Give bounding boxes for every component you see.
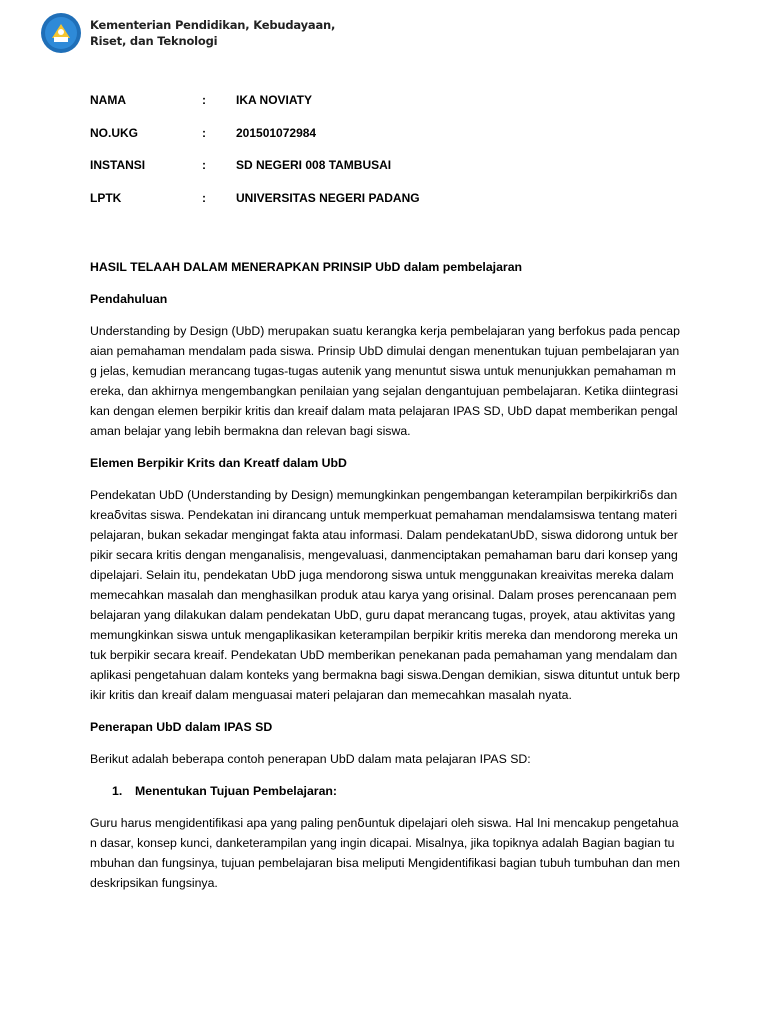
numbered-item-1 xyxy=(90,781,680,801)
document-body xyxy=(90,257,680,905)
tut-wuri-handayani-logo xyxy=(40,12,82,54)
paragraph-penerapan-intro: Berikut adalah beberapa contoh penerapan UbD dalam mata pelajaran IPAS SD: xyxy=(90,752,531,766)
identity-colon: : xyxy=(202,125,206,140)
item-number: 1. xyxy=(112,784,123,798)
identity-label: NAMA xyxy=(90,93,126,107)
identity-table xyxy=(90,93,420,224)
document-title: HASIL TELAAH DALAM MENERAPKAN PRINSIP UbD dalam pembelajaran xyxy=(90,260,523,274)
ministry-line-1: Kementerian Pendidikan, Kebudayaan, xyxy=(90,18,336,32)
identity-row-nama xyxy=(90,93,420,126)
section-heading-penerapan: Penerapan UbD dalam IPAS SD xyxy=(90,720,273,734)
identity-label: NO.UKG xyxy=(90,125,138,140)
item-heading: Menentukan Tujuan Pembelajaran: xyxy=(135,784,338,798)
identity-value: UNIVERSITAS NEGERI PADANG xyxy=(236,191,420,206)
identity-colon: : xyxy=(202,93,206,107)
identity-row-lptk xyxy=(90,191,420,224)
identity-colon: : xyxy=(202,158,206,173)
document-header xyxy=(40,12,335,54)
identity-value: 201501072984 xyxy=(236,125,317,140)
paragraph-pendahuluan: Understanding by Design (UbD) merupakan suatu kerangka kerja pembelajaran yang berfokus pada pencapaian pemahaman mendalam pada siswa. Prinsip UbD dimulai dengan menentukan tujuan pembelajaran yang jelas, kemudian merancang tugas-tugas autenik yang menuntut siswa untuk menunjukkan pemahaman mereka, dan akhirnya mengembangkan penilaian yang sejalan dengantujuan pembelajaran. Ketika diintegrasikan dengan elemen berpikir kritis dan kreaif dalam mata pelajaran IPAS SD, UbD dapat memberikan pengalaman belajar yang lebih bermakna dan relevan bagi siswa. xyxy=(90,324,680,438)
identity-value: IKA NOVIATY xyxy=(236,93,313,107)
ministry-line-2: Riset, dan Teknologi xyxy=(90,34,218,48)
paragraph-item-1: Guru harus mengidentifikasi apa yang paling penẟuntuk dipelajari oleh siswa. Hal Ini mencakup pengetahuan dasar, konsep kunci, danketerampilan yang ingin dicapai. Misalnya, jika topiknya adalah Bagian bagian tumbuhan dan fungsinya, tujuan pembelajaran bisa meliputi Mengidentifikasi bagian tubuh tumbuhan dan mendeskripsikan fungsinya. xyxy=(90,816,680,890)
paragraph-elemen: Pendekatan UbD (Understanding by Design) memungkinkan pengembangan keterampilan berpikirkriẟs dan kreaẟvitas siswa. Pendekatan ini dirancang untuk memperkuat pemahaman mendalamsiswa tentang materi pelajaran, bukan sekadar mengingat fakta atau informasi. Dalam pendekatanUbD, siswa didorong untuk berpikir secara kritis dengan menganalisis, mengevaluasi, danmenciptakan pemahaman baru dari konsep yang dipelajari. Selain itu, pendekatan UbD juga mendorong siswa untuk menggunakan kreaivitas mereka dalam memecahkan masalah dan menghasilkan produk atau karya yang orisinal. Dalam proses perencanaan pembelajaran yang dilakukan dalam pendekatan UbD, guru dapat merancang tugas, proyek, atau aktivitas yangmemungkinkan siswa untuk mengaplikasikan keterampilan berpikir kritis mereka dan mendorong mereka untuk berpikir secara kreaif. Pendekatan UbD memberikan penekanan pada pemahaman yang mendalam dan aplikasi pengetahuan dalam konteks yang bermakna bagi siswa.Dengan demikian, siswa dituntut untuk berpikir kritis dan kreaif dalam menguasai materi pelajaran dan memecahkan masalah nyata. xyxy=(90,488,680,702)
identity-row-instansi xyxy=(90,158,420,191)
identity-label: LPTK xyxy=(90,191,122,206)
identity-value: SD NEGERI 008 TAMBUSAI xyxy=(236,158,392,173)
identity-label: INSTANSI xyxy=(90,158,146,173)
section-heading-elemen: Elemen Berpikir Krits dan Kreatf dalam UbD xyxy=(90,456,347,470)
ministry-name xyxy=(90,17,335,49)
identity-row-noukg xyxy=(90,126,420,159)
section-heading-pendahuluan: Pendahuluan xyxy=(90,292,168,306)
identity-colon: : xyxy=(202,191,206,206)
